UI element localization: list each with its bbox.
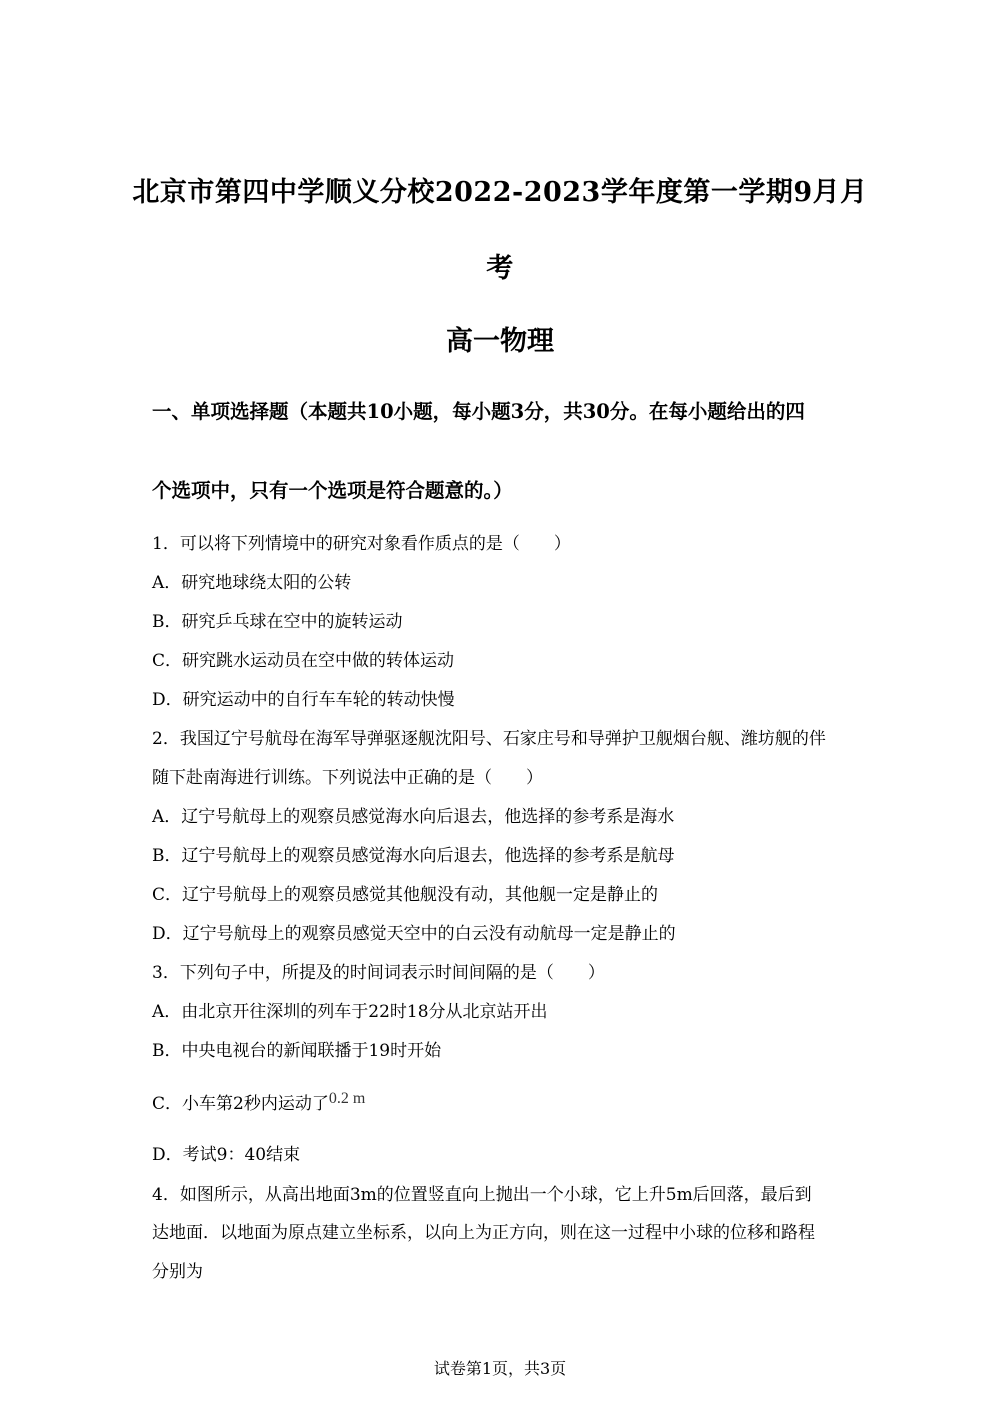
question-1-option-a: A．研究地球绕太阳的公转 [152,573,352,593]
question-3-option-c-text: C．小车第2秒内运动了 [152,1094,329,1114]
question-3-option-c-value: 0.2 m [328,1090,366,1107]
section-heading-line-2: 个选项中，只有一个选项是符合题意的。） [152,479,513,502]
question-2-option-c: C．辽宁号航母上的观察员感觉其他舰没有动，其他舰一定是静止的 [152,885,659,905]
question-1-option-b: B．研究乒乓球在空中的旋转运动 [152,612,403,632]
question-1-option-c: C．研究跳水运动员在空中做的转体运动 [152,651,455,671]
question-2-option-b: B．辽宁号航母上的观察员感觉海水向后退去，他选择的参考系是航母 [152,846,675,866]
page-footer: 试卷第1页，共3页 [433,1359,567,1378]
question-4-stem-line-1: 4．如图所示，从高出地面3m的位置竖直向上抛出一个小球，它上升5m后回落，最后到 [152,1185,812,1205]
question-4-stem-line-3: 分别为 [152,1262,203,1282]
question-3-option-b: B．中央电视台的新闻联播于19时开始 [152,1041,442,1061]
section-heading-line-1: 一、单项选择题（本题共10小题，每小题3分，共30分。在每小题给出的四 [152,400,805,423]
exam-title-line-1: 北京市第四中学顺义分校2022-2023学年度第一学期9月月 [132,177,868,208]
exam-subject: 高一物理 [446,326,554,357]
question-2-stem-line-1: 2．我国辽宁号航母在海军导弹驱逐舰沈阳号、石家庄号和导弹护卫舰烟台舰、潍坊舰的伴 [152,729,826,749]
question-2-option-d: D．辽宁号航母上的观察员感觉天空中的白云没有动航母一定是静止的 [152,924,676,944]
question-3-option-a: A．由北京开往深圳的列车于22时18分从北京站开出 [152,1002,548,1022]
question-4-stem-line-2: 达地面．以地面为原点建立坐标系，以向上为正方向，则在这一过程中小球的位移和路程 [152,1223,815,1243]
question-1-stem: 1．可以将下列情境中的研究对象看作质点的是（ ） [152,534,571,554]
question-3-option-c [152,1089,365,1114]
question-2-option-a: A．辽宁号航母上的观察员感觉海水向后退去，他选择的参考系是海水 [152,807,675,827]
question-3-option-d: D．考试9：40结束 [152,1145,301,1165]
question-2-stem-line-2: 随下赴南海进行训练。下列说法中正确的是（ ） [152,768,543,788]
question-3-stem: 3．下列句子中，所提及的时间词表示时间间隔的是（ ） [152,963,605,983]
question-1-option-d: D．研究运动中的自行车车轮的转动快慢 [152,690,455,710]
exam-title-line-2: 考 [486,253,514,284]
